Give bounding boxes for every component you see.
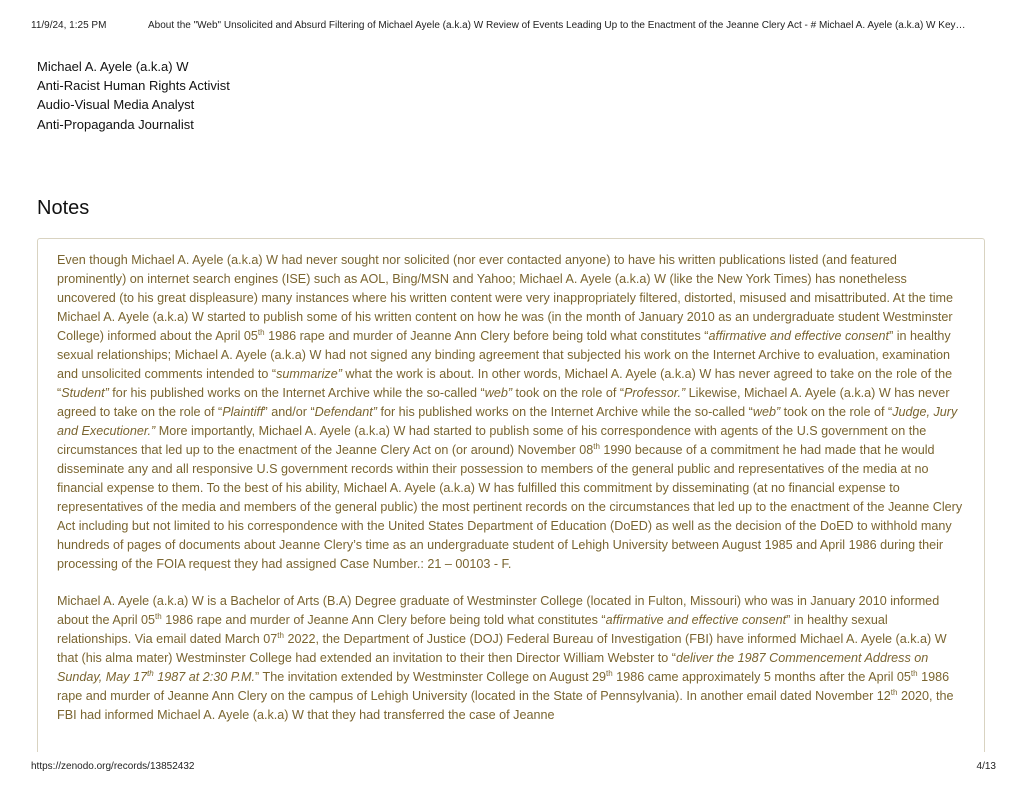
author-role: Anti-Propaganda Journalist	[37, 116, 194, 132]
page-number: 4/13	[976, 761, 996, 772]
author-role: Audio-Visual Media Analyst	[37, 97, 195, 113]
notes-paragraph: Michael A. Ayele (a.k.a) W is a Bachelor of Arts (B.A) Degree graduate of Westminster College (located in Fulton, Missouri) who was in January 2010 informed about the April 05th 1986 rape and murder of Jeanne Ann Clery before being told what constitutes “affirmative and effective consent” in healthy sexual relationships. Via email dated March 07th 2022, the Department of Justice (DOJ) Federal Bureau of Investigation (FBI) have informed Michael A. Ayele (a.k.a) W that (his alma mater) Westminster College had extended an invitation to their then Director William Webster to “deliver the 1987 Commencement Address on Sunday, May 17th 1987 at 2:30 P.M.” The invitation extended by Westminster College on August 29th 1986 came approximately 5 months after the April 05th 1986 rape and murder of Jeanne Ann Clery on the campus of Lehigh University (located in the State of Pennsylvania). In another email dated November 12th 2020, the FBI had informed Michael A. Ayele (a.k.a) W that they had transferred the case of Jeanne	[57, 594, 954, 722]
author-name: Michael A. Ayele (a.k.a) W	[37, 59, 189, 74]
notes-paragraph: Even though Michael A. Ayele (a.k.a) W had never sought nor solicited (nor ever contacted anyone) to have his written publications listed (and featured prominently) on internet search engines (ISE) such as AOL, Bing/MSN and Yahoo; Michael A. Ayele (a.k.a) W (like the New York Times) has nonetheless uncovered (to his great displeasure) many instances where his written content were very inappropriately filtered, distorted, misused and misattributed. At the time Michael A. Ayele (a.k.a) W started to publish some of his written content on how he was (in the month of January 2010 as an undergraduate student Westminster College) informed about the April 05th 1986 rape and murder of Jeanne Ann Clery before being told what constitutes “affirmative and effective consent” in healthy sexual relationships; Michael A. Ayele (a.k.a) W had not signed any binding agreement that subjected his work on the Internet Archive to evaluation, examination and unsolicited comments intended to “summarize” what the work is about. In other words, Michael A. Ayele (a.k.a) W has never agreed to take on the role of the “Student” for his published works on the Internet Archive while the so-called “web” took on the role of “Professor.” Likewise, Michael A. Ayele (a.k.a) W has never agreed to take on the role of “Plaintiff” and/or “Defendant” for his published works on the Internet Archive while the so-called “web” took on the role of “Judge, Jury and Executioner.” More importantly, Michael A. Ayele (a.k.a) W had started to publish some of his correspondence with agents of the U.S government on the circumstances that led up to the enactment of the Jeanne Clery Act on (or around) November 08th 1990 because of a commitment he had made that he would disseminate any and all responsive U.S government records within their possession to members of the general public and representatives of the media at no financial expense to them. To the best of his ability, Michael A. Ayele (a.k.a) W has fulfilled this commitment by disseminating (at no financial expense to representatives of the media and members of the general public) the most pertinent records on the circumstances that led up to the enactment of the Jeanne Clery Act including but not limited to his correspondence with the United States Department of Education (DoED) as well as the decision of the DoED to withhold many hundreds of pages of documents about Jeanne Clery’s time as an undergraduate student of Lehigh University between August 1985 and April 1986 during their processing of the FOIA request they had assigned Case Number.: 21 – 00103 - F.	[57, 253, 963, 571]
notes-box	[37, 238, 985, 752]
section-heading: Notes	[37, 197, 90, 219]
notes-content	[38, 239, 984, 725]
author-role: Anti-Racist Human Rights Activist	[37, 78, 230, 94]
print-footer	[31, 761, 996, 772]
print-date: 11/9/24, 1:25 PM	[31, 20, 107, 31]
print-header	[31, 20, 998, 31]
source-url: https://zenodo.org/records/13852432	[31, 761, 195, 772]
author-block	[37, 57, 230, 134]
print-document-title: About the "Web" Unsolicited and Absurd Filtering of Michael Ayele (a.k.a) W Review of Events Leading Up to the Enactment of the Jeanne Clery Act - # Michael A. Ayele (a.k.a) W Key…	[148, 20, 966, 31]
